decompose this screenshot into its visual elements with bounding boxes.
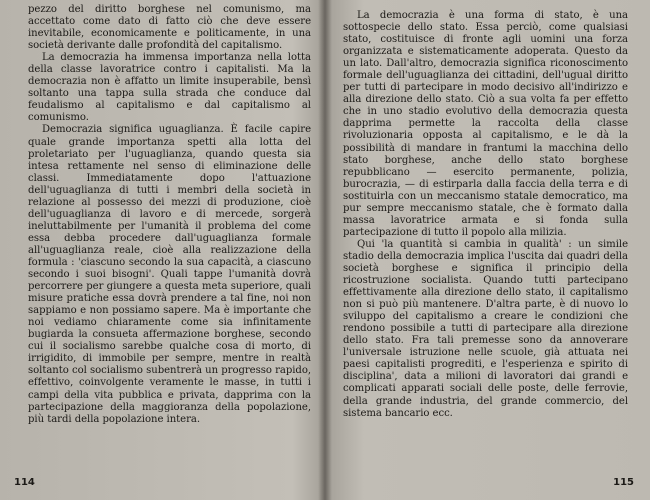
paragraph: La democrazia ha immensa importanza nella lotta della classe lavoratrice contro i capitalisti. Ma la democrazia non è affatto un limite insuperabile, bensì soltanto una tappa sulla strada che conduce dal feudalismo al capitalismo e dal capitalismo al comunismo. xyxy=(28,52,311,124)
paragraph: pezzo del diritto borghese nel comunismo, ma accettato come dato di fatto ciò che deve essere inevitabile, economicamente e politicamente, in una società derivante dalle profondità del capitalismo. xyxy=(28,4,311,52)
left-page-text xyxy=(28,4,311,426)
paragraph: Qui 'la quantità si cambia in qualità' : un simile stadio della democrazia implica l'uscita dai quadri della società borghese e significa il principio della ricostruzione socialista. Quando tutti partecipano effettivamente alla direzione dello stato, il capitalismo non si può più mantenere. D'altra parte, è di nuovo lo sviluppo del capitalismo a creare le condizioni che rendono possibile a tutti di partecipare alla direzione dello stato. Fra tali premesse sono da annoverare l'universale istruzione nelle scuole, già attuata nei paesi capitalisti progrediti, e l'esperienza e spirito di disciplina', data a milioni di lavoratori dai grandi e complicati apparati sociali delle poste, delle ferrovie, della grande industria, del grande commercio, del sistema bancario ecc. xyxy=(343,238,628,419)
right-page xyxy=(325,0,650,500)
paragraph: Democrazia significa uguaglianza. È facile capire quale grande importanza spetti alla lotta del proletariato per l'uguaglianza, quando questa sia intesa rettamente nel senso di eliminazione delle classi. Immediatamente dopo l'attuazione dell'uguaglianza di tutti i membri della società in relazione al possesso dei mezzi di produzione, cioè dell'uguaglianza di lavoro e di mercede, sorgerà ineluttabilmente per l'umanità il problema del come essa debba procedere dall'uguaglianza formale all'uguaglianza reale, cioè alla realizzazione della formula : 'ciascuno secondo la sua capacità, a ciascuno secondo i suoi bisogni'. Quali tappe l'umanità dovrà percorrere per giungere a questa meta superiore, quali misure pratiche essa dovrà prendere a tal fine, noi non sappiamo e non possiamo sapere. Ma è importante che noi vediamo chiaramente come sia infinitamente bugiarda la consueta affermazione borghese, secondo cui il socialismo sarebbe qualche cosa di morto, di irrigidito, di immobile per sempre, mentre in realtà soltanto col socialismo subentrerà un progresso rapido, effettivo, coinvolgente veramente le masse, in tutti i campi della vita pubblica e privata, dapprima con la partecipazione della maggioranza della popolazione, più tardi della popolazione intera. xyxy=(28,124,311,425)
page-number-left: 114 xyxy=(14,477,35,488)
paragraph: La democrazia è una forma di stato, è una sottospecie dello stato. Essa perciò, come qualsiasi stato, costituisce di fronte agli uomini una forza organizzata e sistematicamente adoperata. Questo da un lato. Dall'altro, democrazia significa riconoscimento formale dell'uguaglianza dei cittadini, dell'ugual diritto per tutti di partecipare in modo decisivo all'indirizzo e alla direzione dello stato. Ciò a sua volta fa per effetto che in uno stadio evolutivo della democrazia questa dapprima permette la raccolta della classe rivoluzionaria opposta al capitalismo, e le dà la possibilità di mandare in frantumi la macchina dello stato borghese, anche dello stato borghese repubblicano — esercito permanente, polizia, burocrazia, — di estirparla dalla faccia della terra e di sostituirla con un meccanismo statale democratico, ma pur sempre meccanismo statale, che è formato dalla massa lavoratrice armata e si fonda sulla partecipazione di tutto il popolo alla milizia. xyxy=(343,10,628,238)
page-number-right: 115 xyxy=(613,477,634,488)
right-page-text xyxy=(343,10,628,420)
